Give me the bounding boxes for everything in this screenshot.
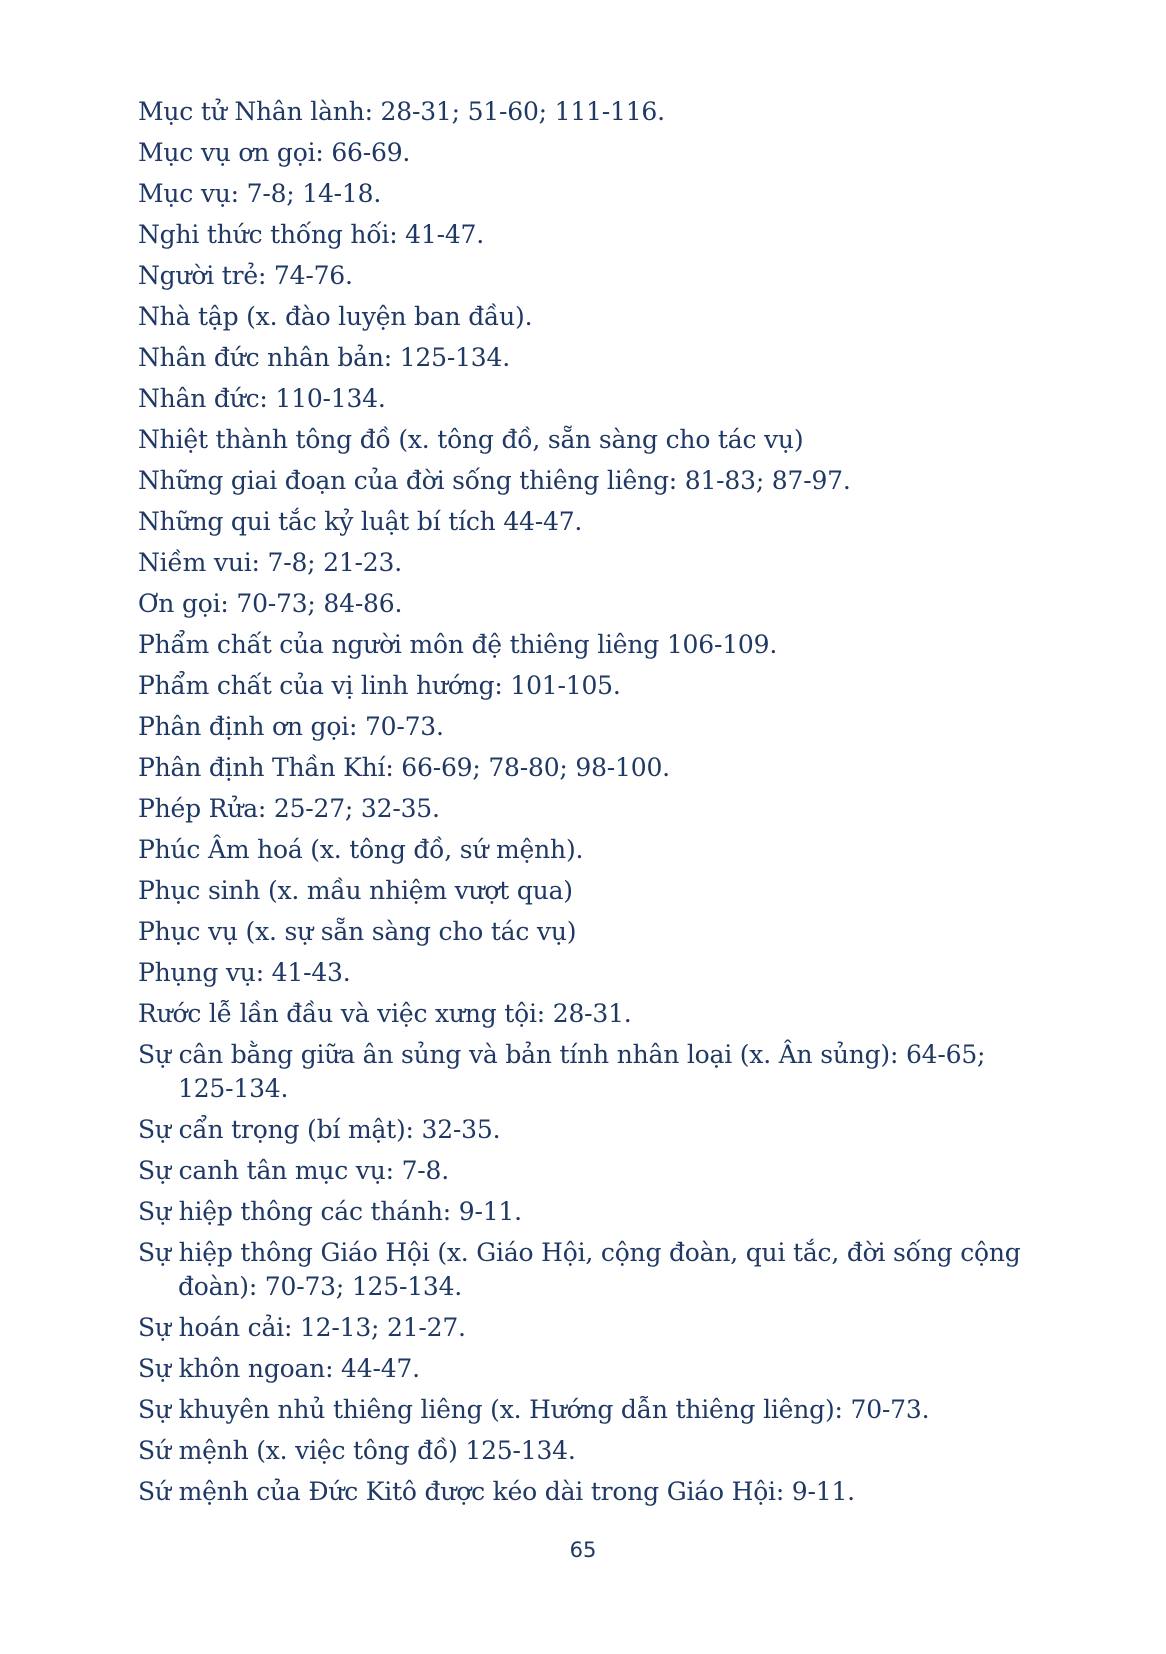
index-entry: Phụng vụ: 41-43. xyxy=(138,958,351,987)
index-entry: Mục tử Nhân lành: 28-31; 51-60; 111-116. xyxy=(138,97,665,126)
index-entry: Phúc Âm hoá (x. tông đồ, sứ mệnh). xyxy=(138,835,584,864)
index-entry: Sự khuyên nhủ thiêng liêng (x. Hướng dẫn thiêng liêng): 70-73. xyxy=(138,1395,930,1424)
index-entry: Phục sinh (x. mầu nhiệm vượt qua) xyxy=(138,876,573,905)
index-list xyxy=(138,95,1038,1516)
index-entry: Sự cân bằng giữa ân sủng và bản tính nhân loại (x. Ân sủng): 64-65; 125-134. xyxy=(138,1040,986,1103)
index-entry: Sứ mệnh của Đức Kitô được kéo dài trong Giáo Hội: 9-11. xyxy=(138,1477,855,1506)
index-entry: Nhân đức: 110-134. xyxy=(138,384,386,413)
index-entry: Ơn gọi: 70-73; 84-86. xyxy=(138,589,403,618)
index-entry: Sự cẩn trọng (bí mật): 32-35. xyxy=(138,1115,501,1144)
index-entry: Nghi thức thống hối: 41-47. xyxy=(138,220,484,249)
index-entry: Phân định ơn gọi: 70-73. xyxy=(138,712,444,741)
index-entry: Mục vụ: 7-8; 14-18. xyxy=(138,179,382,208)
index-entry: Những giai đoạn của đời sống thiêng liêng: 81-83; 87-97. xyxy=(138,466,851,495)
index-entry: Niềm vui: 7-8; 21-23. xyxy=(138,548,402,577)
index-entry: Sự hiệp thông các thánh: 9-11. xyxy=(138,1197,522,1226)
index-entry: Người trẻ: 74-76. xyxy=(138,261,353,290)
page-number: 65 xyxy=(569,1538,597,1562)
index-entry: Sự khôn ngoan: 44-47. xyxy=(138,1354,420,1383)
index-entry: Sự canh tân mục vụ: 7-8. xyxy=(138,1156,449,1185)
index-entry: Sự hoán cải: 12-13; 21-27. xyxy=(138,1313,466,1342)
index-entry: Nhà tập (x. đào luyện ban đầu). xyxy=(138,302,533,331)
index-entry: Phục vụ (x. sự sẵn sàng cho tác vụ) xyxy=(138,917,577,946)
index-entry: Mục vụ ơn gọi: 66-69. xyxy=(138,138,411,167)
index-entry: Nhân đức nhân bản: 125-134. xyxy=(138,343,510,372)
index-entry: Phân định Thần Khí: 66-69; 78-80; 98-100. xyxy=(138,753,670,782)
index-entry: Phép Rửa: 25-27; 32-35. xyxy=(138,794,440,823)
index-entry: Phẩm chất của người môn đệ thiêng liêng 106-109. xyxy=(138,630,778,659)
index-entry: Phẩm chất của vị linh hướng: 101-105. xyxy=(138,671,621,700)
index-entry: Sứ mệnh (x. việc tông đồ) 125-134. xyxy=(138,1436,576,1465)
index-entry: Sự hiệp thông Giáo Hội (x. Giáo Hội, cộng đoàn, qui tắc, đời sống cộng đoàn): 70-73; 125-134. xyxy=(138,1238,1021,1301)
index-entry: Rước lễ lần đầu và việc xưng tội: 28-31. xyxy=(138,999,632,1028)
index-entry: Nhiệt thành tông đồ (x. tông đồ, sẵn sàng cho tác vụ) xyxy=(138,425,804,454)
index-entry: Những qui tắc kỷ luật bí tích 44-47. xyxy=(138,507,583,536)
